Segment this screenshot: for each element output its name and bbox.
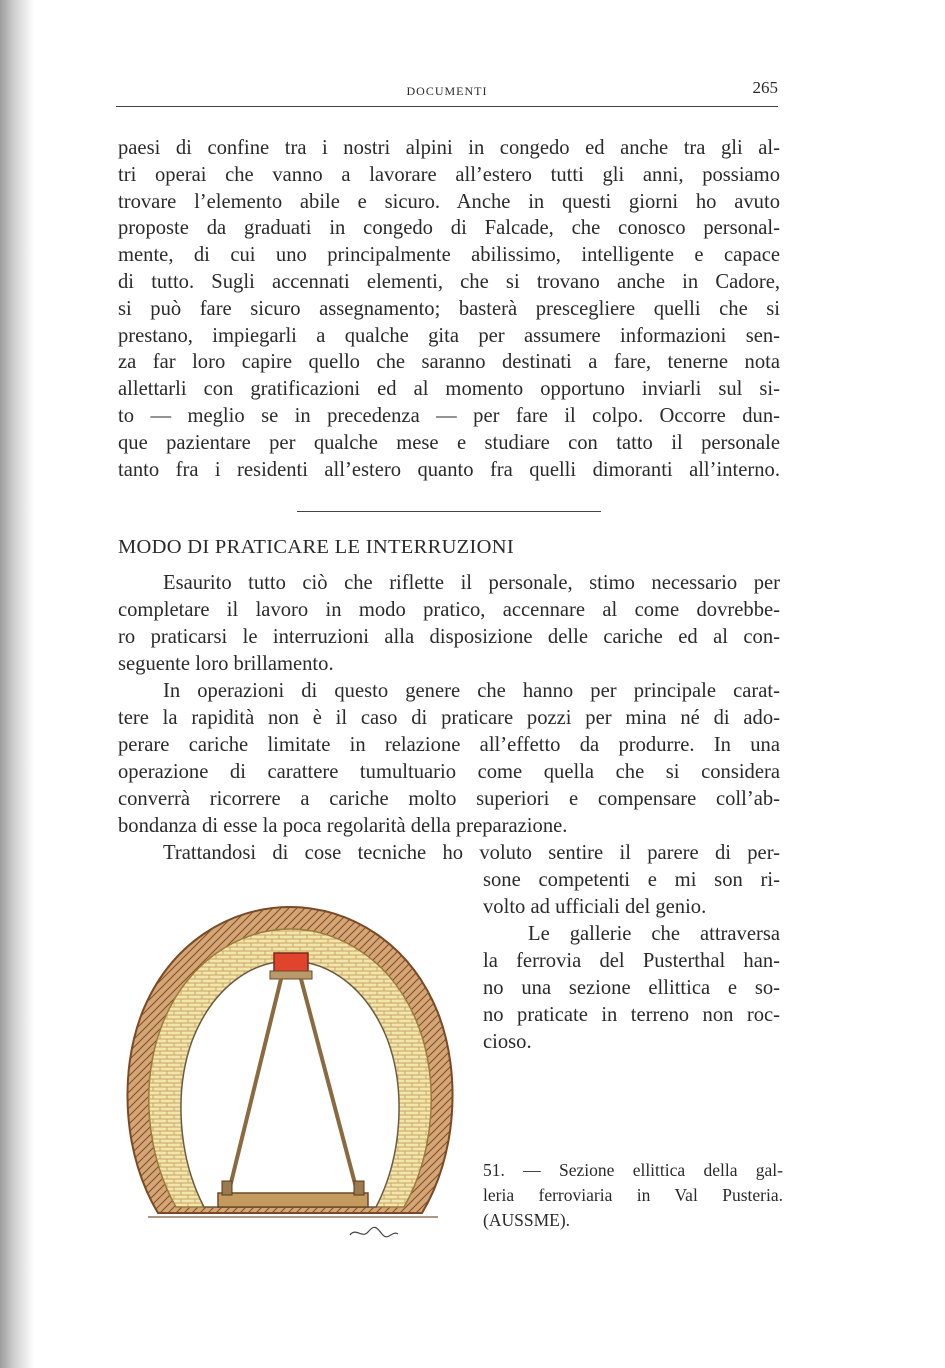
text-line: di tutto. Sugli accennati elementi, che si trovano anche in Cadore,	[118, 270, 780, 293]
text-line: completare il lavoro in modo pratico, accennare al come dovrebbe-	[118, 599, 780, 621]
text-line: tri operai che vanno a lavorare all’estero tutti gli anni, possiamo	[118, 163, 780, 186]
running-title: DOCUMENTI	[406, 84, 488, 98]
text-line: prestano, impiegarli a qualche gita per assumere informazioni sen-	[118, 324, 780, 347]
artist-signature	[350, 1227, 398, 1236]
text-line: converrà ricorrere a cariche molto superiori e compensare coll’ab-	[118, 788, 780, 810]
paragraph-1	[118, 135, 780, 483]
text-line: mente, di cui uno principalmente abilissimo, intelligente e capace	[118, 244, 780, 267]
text-line: Le gallerie che attraversa	[528, 923, 780, 945]
text-line: to — meglio se in precedenza — per fare il colpo. Occorre dun-	[118, 404, 780, 427]
text-line: Trattandosi di cose tecniche ho voluto sentire il parere di per-	[163, 842, 780, 864]
text-line: paesi di confine tra i nostri alpini in congedo ed anche tra gli al-	[118, 137, 780, 159]
page-number: 265	[752, 78, 778, 97]
paragraph-4-continuation	[483, 867, 780, 921]
text-line: seguente loro brillamento.	[118, 653, 334, 675]
tunnel-section-illustration	[118, 895, 463, 1250]
text-line: que pazientare per qualche mese e studiare con tatto il personale	[118, 431, 780, 454]
paragraph-4	[118, 840, 780, 867]
text-line: la ferrovia del Pusterthal han-	[483, 950, 780, 972]
caption-line: leria ferroviaria in Val Pusteria.	[483, 1185, 783, 1205]
paragraph-2	[118, 570, 780, 678]
text-line: no una sezione ellittica e so-	[483, 977, 780, 999]
text-line: cioso.	[483, 1031, 532, 1053]
explosive-charge	[274, 953, 308, 973]
figure-caption	[483, 1158, 783, 1233]
text-line: volto ad ufficiali del genio.	[483, 896, 707, 918]
paragraph-5	[483, 921, 780, 1056]
text-line: no praticate in terreno non roc-	[483, 1004, 780, 1026]
text-line: proposte da graduati in congedo di Falcade, che conosco personal-	[118, 217, 780, 240]
base-beam	[218, 1193, 368, 1207]
paragraph-3	[118, 678, 780, 840]
text-line: ro praticarsi le interruzioni alla disposizione delle cariche ed al con-	[118, 626, 780, 648]
section-divider	[297, 511, 601, 512]
section-heading: MODO DI PRATICARE LE INTERRUZIONI	[118, 536, 514, 558]
text-line: allettarli con gratificazioni ed al momento opportuno inviarli sul si-	[118, 378, 780, 401]
text-line: perare cariche limitate in relazione all’effetto da produrre. In una	[118, 734, 780, 756]
text-line: tere la rapidità non è il caso di praticare pozzi per mina né di ado-	[118, 707, 780, 729]
text-line: In operazioni di questo genere che hanno per principale carat-	[163, 680, 780, 702]
text-line: bondanza di esse la poca regolarità della preparazione.	[118, 815, 568, 837]
page-gutter-shadow	[0, 0, 34, 1368]
text-line: tanto fra i residenti all’estero quanto fra quelli dimoranti all’interno.	[118, 458, 780, 481]
text-line: sone competenti e mi son ri-	[483, 869, 780, 891]
caption-line: (AUSSME).	[483, 1210, 571, 1230]
text-line: Esaurito tutto ciò che riflette il personale, stimo necessario per	[163, 572, 780, 594]
running-header	[116, 78, 778, 107]
caption-line: 51. — Sezione ellittica della gal-	[483, 1160, 783, 1180]
text-line: si può fare sicuro assegnamento; basterà prescegliere quelli che si	[118, 297, 780, 320]
text-line: operazione di carattere tumultuario come quella che si considera	[118, 761, 780, 783]
text-line: trovare l’elemento abile e sicuro. Anche in questi giorni ho avuto	[118, 190, 780, 213]
text-line: za far loro capire quello che saranno destinati a fare, tenerne nota	[118, 351, 780, 374]
